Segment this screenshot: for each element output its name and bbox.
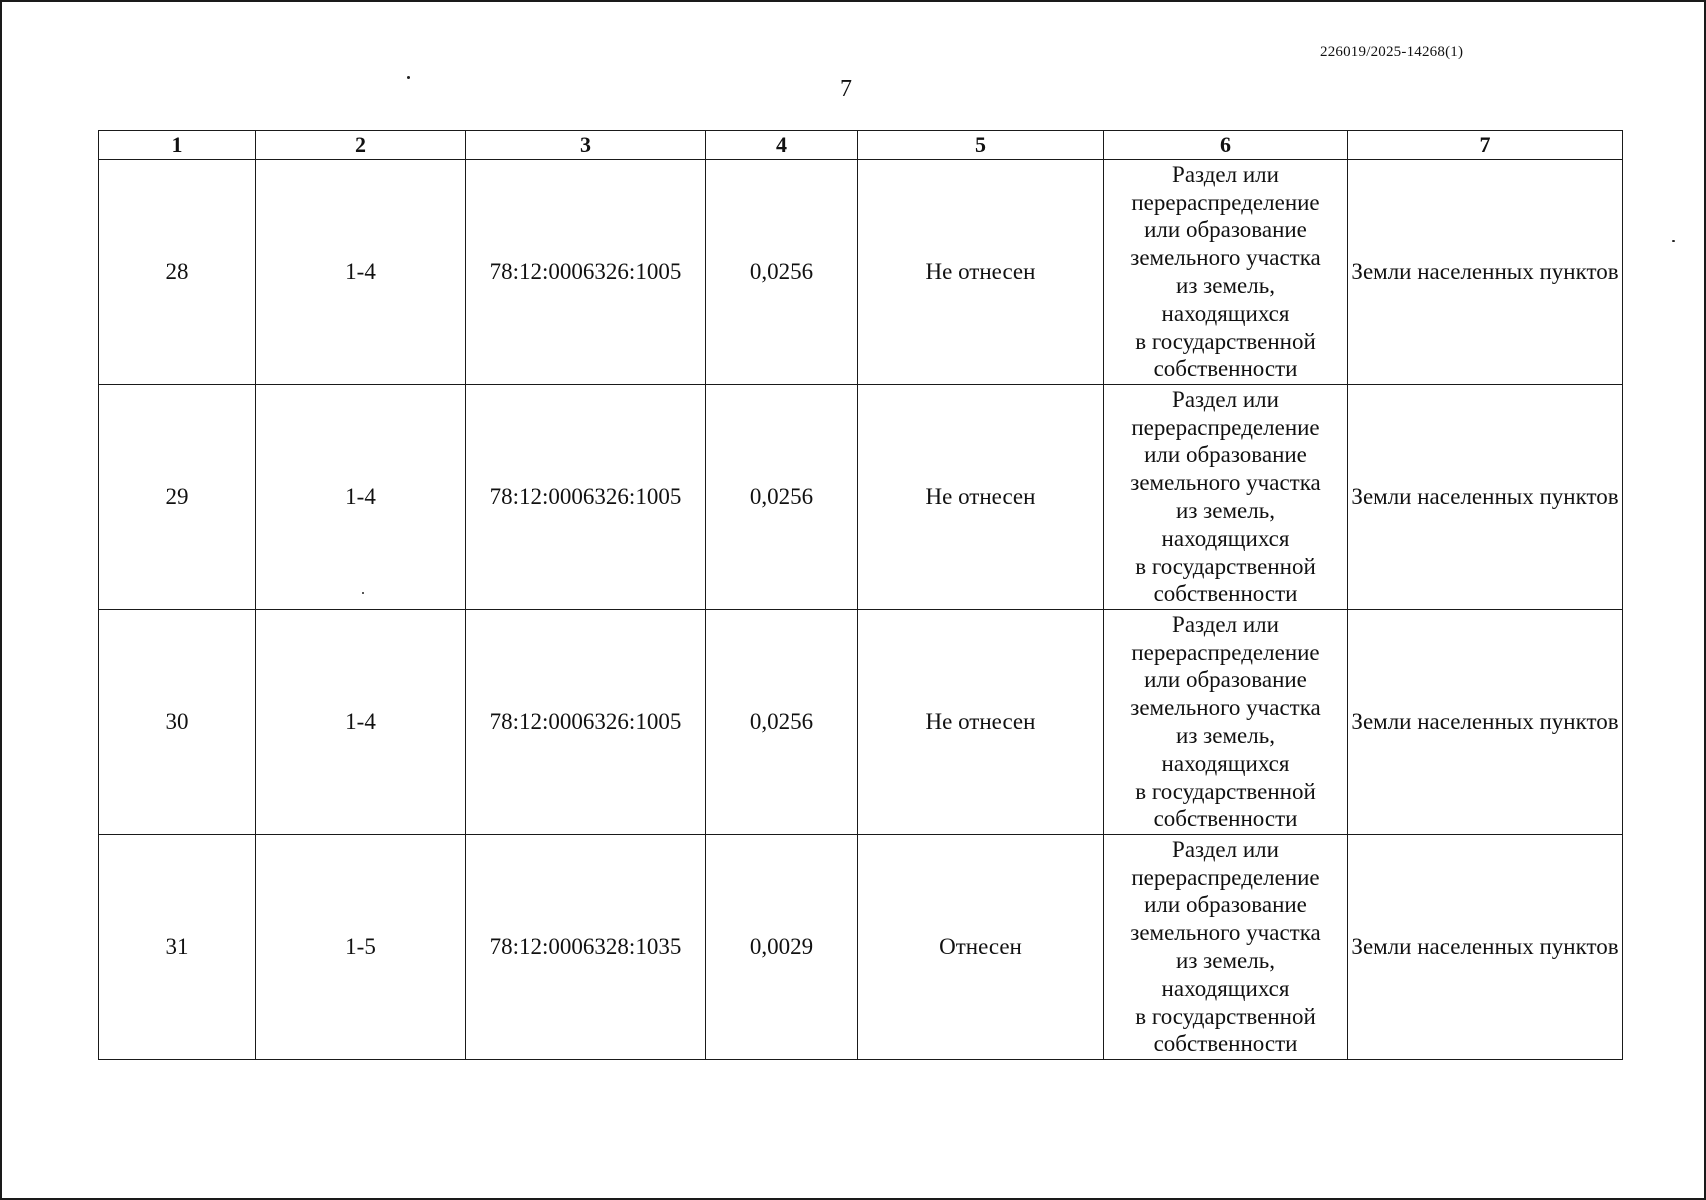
cadastral-number-cell: 78:12:0006326:1005	[466, 385, 706, 610]
point-range-cell: 1-4	[256, 385, 466, 610]
status-cell: Не отнесен	[858, 160, 1104, 385]
document-number: 226019/2025-14268(1)	[1320, 44, 1464, 60]
column-header: 2	[256, 131, 466, 160]
cadastral-number-cell: 78:12:0006328:1035	[466, 835, 706, 1060]
status-cell: Не отнесен	[858, 610, 1104, 835]
column-header: 7	[1348, 131, 1623, 160]
point-range-cell: 1-4	[256, 160, 466, 385]
land-category-cell: Земли населенных пунктов	[1348, 610, 1623, 835]
point-range-cell: 1-5	[256, 835, 466, 1060]
cadastral-number-cell: 78:12:0006326:1005	[466, 160, 706, 385]
purpose-cell: Раздел или перераспределение или образование земельного участка из земель, находящихся в государственной собственности	[1104, 835, 1348, 1060]
land-category-cell: Земли населенных пунктов	[1348, 160, 1623, 385]
land-category-cell: Земли населенных пунктов	[1348, 385, 1623, 610]
status-cell: Не отнесен	[858, 385, 1104, 610]
table-row	[99, 610, 1623, 835]
column-header: 6	[1104, 131, 1348, 160]
column-header: 5	[858, 131, 1104, 160]
land-plot-table	[98, 130, 1623, 1060]
table-row	[99, 385, 1623, 610]
page-number: 7	[840, 76, 852, 102]
area-cell: 0,0256	[706, 385, 858, 610]
table-row	[99, 160, 1623, 385]
row-number-cell: 29	[99, 385, 256, 610]
column-header: 1	[99, 131, 256, 160]
purpose-cell: Раздел или перераспределение или образование земельного участка из земель, находящихся в государственной собственности	[1104, 610, 1348, 835]
area-cell: 0,0256	[706, 160, 858, 385]
point-range-cell: 1-4	[256, 610, 466, 835]
cadastral-number-cell: 78:12:0006326:1005	[466, 610, 706, 835]
row-number-cell: 30	[99, 610, 256, 835]
area-cell: 0,0029	[706, 835, 858, 1060]
scan-speck	[407, 76, 410, 79]
row-number-cell: 28	[99, 160, 256, 385]
land-category-cell: Земли населенных пунктов	[1348, 835, 1623, 1060]
scan-speck	[1672, 240, 1675, 242]
status-cell: Отнесен	[858, 835, 1104, 1060]
purpose-cell: Раздел или перераспределение или образование земельного участка из земель, находящихся в государственной собственности	[1104, 385, 1348, 610]
row-number-cell: 31	[99, 835, 256, 1060]
column-number-row	[99, 131, 1623, 160]
purpose-cell: Раздел или перераспределение или образование земельного участка из земель, находящихся в государственной собственности	[1104, 160, 1348, 385]
column-header: 4	[706, 131, 858, 160]
table-row	[99, 835, 1623, 1060]
column-header: 3	[466, 131, 706, 160]
area-cell: 0,0256	[706, 610, 858, 835]
